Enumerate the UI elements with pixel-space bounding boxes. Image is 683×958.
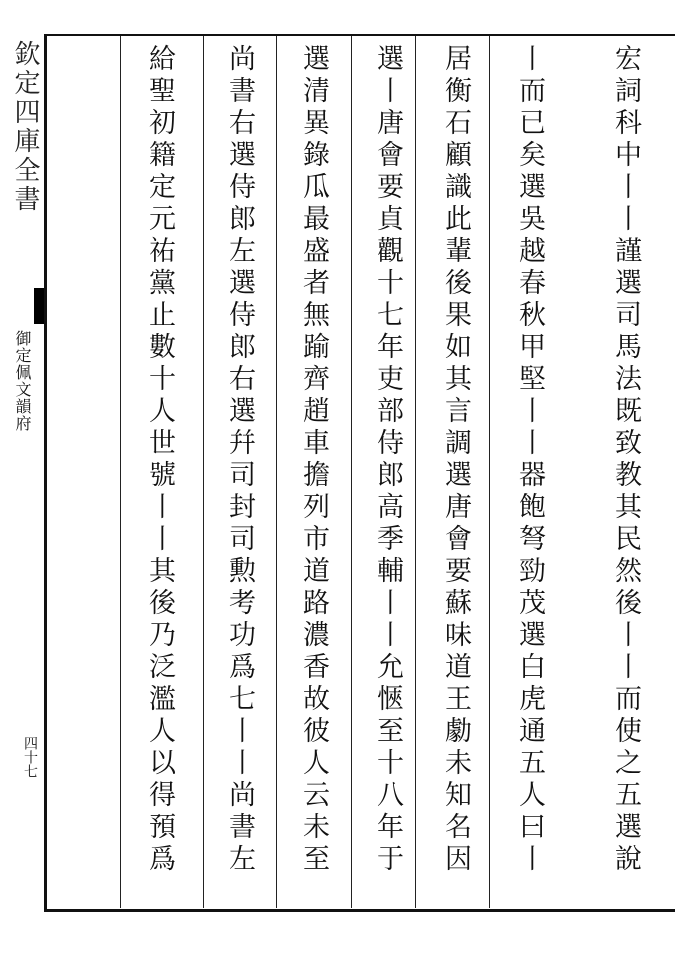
book-spine-margin [0, 0, 44, 958]
column-divider [415, 36, 416, 908]
text-column-5: 選清異錄瓜最盛者無踰齊趙車擔列市道路濃香故彼人云未至 [298, 44, 329, 876]
text-column-6: 尚書右選侍郎左選侍郎右選幷司封司勲考功爲七丨丨尚書左 [224, 44, 255, 876]
column-divider [120, 36, 121, 908]
column-divider [203, 36, 204, 908]
column-divider [351, 36, 352, 908]
frame-bottom-border [44, 909, 675, 912]
column-divider [276, 36, 277, 908]
frame-left-border [44, 34, 47, 912]
text-column-1: 宏詞科中丨丨謹選司馬法既致教其民然後丨丨而使之五選說 [610, 44, 641, 876]
text-column-7: 給聖初籍定元祐黨止數十人世號丨丨其後乃泛濫人以得預爲 [144, 44, 175, 876]
text-column-4: 選丨唐會要貞觀十七年吏部侍郎高季輔丨丨允愜至十八年于 [372, 44, 403, 876]
frame-top-border [44, 34, 675, 36]
text-column-3: 居衡石顧識此輩後果如其言調選唐會要蘇味道王勮未知名因 [440, 44, 471, 876]
column-divider [489, 36, 490, 908]
spine-book-label: 御定佩文韻府 [13, 330, 32, 432]
spine-title: 欽定四庫全書 [10, 40, 40, 214]
text-column-2: 丨而已矣選吳越春秋甲堅丨丨器飽弩勁茂選白虎通五人曰丨 [514, 44, 545, 876]
page-number: 四十七 [22, 736, 38, 778]
spine-black-bar [34, 288, 44, 324]
